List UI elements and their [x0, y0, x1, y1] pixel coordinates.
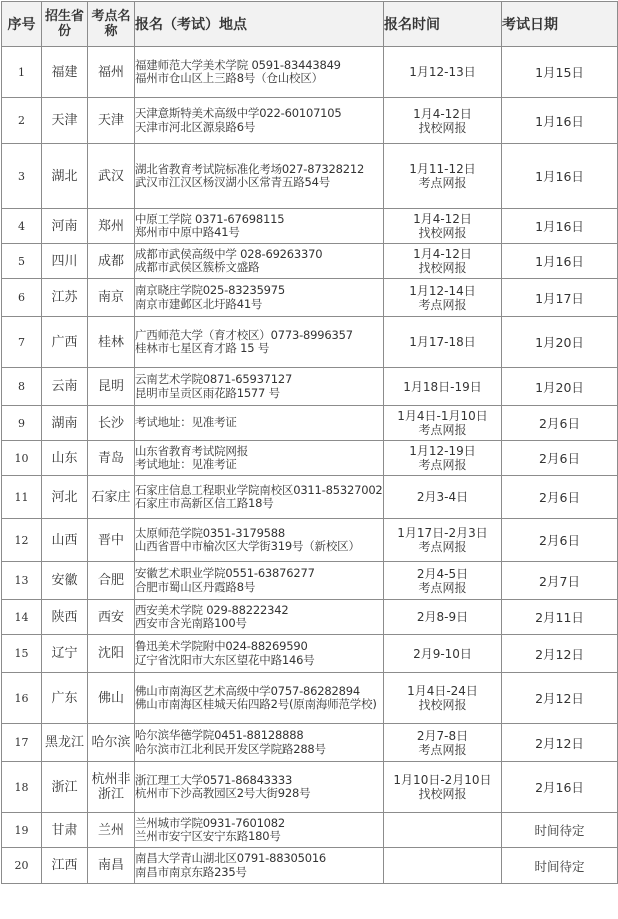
table-row: [2, 209, 618, 244]
city-cell: 长沙: [88, 406, 135, 441]
table-row: [2, 47, 618, 98]
province-cell: 河北: [42, 476, 88, 519]
exam-date-cell: 2月7日: [502, 562, 618, 600]
location-line: 成都市武侯区簇桥文盛路: [135, 260, 260, 274]
location-line: 福州市仓山区上三路8号（仓山校区）: [135, 71, 323, 85]
signup-cell: [384, 368, 502, 406]
location-cell: [135, 848, 384, 884]
row-index: 10: [2, 441, 42, 476]
signup-line: 1月12-13日: [409, 65, 476, 79]
location-line: 哈尔滨华德学院0451-88128888: [135, 728, 304, 742]
row-index: 6: [2, 279, 42, 317]
exam-date-cell: 2月6日: [502, 476, 618, 519]
signup-line: 考点网报: [418, 580, 467, 595]
signup-cell: [384, 848, 502, 884]
location-line: 武汉市江汉区杨汊湖小区常青五路54号: [135, 175, 331, 189]
signup-line: 1月4日-24日: [407, 684, 478, 698]
city-cell: 南昌: [88, 848, 135, 884]
signup-cell: [384, 635, 502, 673]
signup-line: 找校网报: [418, 120, 467, 135]
city-cell: 哈尔滨: [88, 724, 135, 762]
signup-line: 找校网报: [418, 787, 467, 801]
row-index: 8: [2, 368, 42, 406]
location-line: 天津意斯特美术高级中学022-60107105: [135, 106, 342, 120]
signup-line: 考点网报: [418, 540, 467, 554]
location-line: 西安市含光南路100号: [135, 616, 247, 630]
city-cell: 成都: [88, 244, 135, 279]
location-cell: [135, 317, 384, 368]
signup-cell: [384, 98, 502, 144]
province-cell: 河南: [42, 209, 88, 244]
signup-cell: [384, 519, 502, 562]
location-line: 桂林市七星区育才路 15 号: [135, 341, 270, 355]
location-cell: [135, 562, 384, 600]
location-line: 杭州市下沙高教园区2号大街928号: [135, 786, 311, 800]
exam-date-cell: 1月20日: [502, 317, 618, 368]
table-row: [2, 244, 618, 279]
city-cell: 南京: [88, 279, 135, 317]
exam-date-cell: 1月20日: [502, 368, 618, 406]
table-row: [2, 317, 618, 368]
city-cell: 福州: [88, 47, 135, 98]
location-line: 考试地址：见准考证: [135, 415, 237, 430]
table-row: [2, 600, 618, 635]
exam-schedule-table: [1, 1, 618, 884]
location-cell: [135, 279, 384, 317]
location-line: 郑州市中原中路41号: [135, 225, 240, 239]
city-cell: 西安: [88, 600, 135, 635]
signup-cell: [384, 673, 502, 724]
table-row: [2, 762, 618, 813]
province-cell: 安徽: [42, 562, 88, 600]
province-cell: 江西: [42, 848, 88, 884]
header-signup-time: 报名时间: [384, 2, 502, 47]
signup-cell: [384, 244, 502, 279]
signup-line: 考点网报: [418, 423, 467, 437]
location-cell: [135, 441, 384, 476]
exam-date-cell: 2月11日: [502, 600, 618, 635]
location-line: 石家庄市高新区信工路18号: [135, 496, 274, 510]
exam-date-cell: 1月17日: [502, 279, 618, 317]
row-index: 11: [2, 476, 42, 519]
location-line: 兰州城市学院0931-7601082: [135, 815, 286, 830]
signup-line: 2月3-4日: [416, 490, 469, 504]
header-row: [2, 2, 618, 47]
location-line: 云南艺术学院0871-65937127: [135, 372, 293, 386]
location-line: 山东省教育考试院网报: [135, 443, 248, 458]
location-line: 南昌大学青山湖北区0791-88305016: [135, 851, 327, 865]
location-line: 福建师范大学美术学院 0591-83443849: [135, 57, 341, 72]
table-row: [2, 673, 618, 724]
signup-cell: [384, 317, 502, 368]
location-line: 安徽艺术职业学院0551-63876277: [135, 566, 315, 580]
province-cell: 四川: [42, 244, 88, 279]
exam-date-cell: 2月12日: [502, 673, 618, 724]
location-line: 成都市武侯高级中学 028-69263370: [135, 246, 323, 261]
province-cell: 江苏: [42, 279, 88, 317]
city-cell: 杭州非浙江: [88, 762, 135, 813]
location-cell: [135, 47, 384, 98]
row-index: 5: [2, 244, 42, 279]
row-index: 4: [2, 209, 42, 244]
signup-line: 1月4-12日: [413, 212, 472, 226]
location-line: 广西师范大学（育才校区）0773-8996357: [135, 327, 353, 342]
exam-date-cell: 1月16日: [502, 98, 618, 144]
city-cell: 昆明: [88, 368, 135, 406]
location-cell: [135, 98, 384, 144]
location-line: 兰州市安宁区安宁东路180号: [135, 829, 281, 843]
province-cell: 甘肃: [42, 813, 88, 848]
signup-cell: [384, 762, 502, 813]
province-cell: 辽宁: [42, 635, 88, 673]
table-row: [2, 144, 618, 209]
row-index: 14: [2, 600, 42, 635]
location-line: 鲁迅美术学院附中024-88269590: [135, 639, 308, 653]
province-cell: 天津: [42, 98, 88, 144]
signup-line: 考点网报: [418, 297, 467, 312]
province-cell: 山东: [42, 441, 88, 476]
signup-line: 找校网报: [418, 261, 467, 275]
signup-line: 1月17-18日: [409, 335, 476, 349]
exam-date-cell: 1月16日: [502, 244, 618, 279]
location-line: 石家庄信息工程职业学院南校区0311-85327002: [135, 482, 383, 497]
location-cell: [135, 635, 384, 673]
signup-line: 2月8-9日: [416, 610, 469, 624]
location-cell: [135, 209, 384, 244]
location-line: 考试地址：见准考证: [135, 457, 237, 471]
row-index: 18: [2, 762, 42, 813]
exam-date-cell: 1月16日: [502, 209, 618, 244]
province-cell: 山西: [42, 519, 88, 562]
location-cell: [135, 673, 384, 724]
signup-line: 1月12-19日: [409, 444, 476, 458]
row-index: 7: [2, 317, 42, 368]
location-line: 西安美术学院 029-88222342: [135, 602, 289, 617]
signup-cell: [384, 476, 502, 519]
signup-line: 考点网报: [418, 458, 467, 472]
header-city: 考点名称: [88, 2, 135, 47]
exam-date-cell: 2月6日: [502, 441, 618, 476]
city-cell: 晋中: [88, 519, 135, 562]
location-cell: [135, 476, 384, 519]
exam-date-cell: 2月16日: [502, 762, 618, 813]
exam-date-cell: 时间待定: [502, 848, 618, 884]
table-row: [2, 368, 618, 406]
header-location: 报名（考试）地点: [135, 2, 384, 47]
exam-date-cell: 1月16日: [502, 144, 618, 209]
table-row: [2, 406, 618, 441]
exam-date-cell: 2月6日: [502, 406, 618, 441]
signup-cell: [384, 209, 502, 244]
city-cell: 郑州: [88, 209, 135, 244]
city-cell: 沈阳: [88, 635, 135, 673]
signup-line: 找校网报: [418, 226, 467, 240]
table-row: [2, 441, 618, 476]
table-row: [2, 562, 618, 600]
location-line: 佛山市南海区艺术高级中学0757-86282894: [135, 683, 360, 698]
location-line: 合肥市蜀山区丹霞路8号: [135, 579, 256, 594]
exam-date-cell: 时间待定: [502, 813, 618, 848]
row-index: 9: [2, 406, 42, 441]
city-cell: 石家庄: [88, 476, 135, 519]
signup-line: 2月7-8日: [416, 728, 469, 743]
province-cell: 陕西: [42, 600, 88, 635]
table-row: [2, 848, 618, 884]
signup-line: 1月10日-2月10日: [393, 773, 492, 787]
exam-date-cell: 1月15日: [502, 47, 618, 98]
table-row: [2, 724, 618, 762]
location-line: 南昌市南京东路235号: [135, 864, 247, 879]
location-line: 哈尔滨市江北利民开发区学院路288号: [135, 741, 326, 756]
location-cell: [135, 600, 384, 635]
table-row: [2, 813, 618, 848]
signup-line: 1月17日-2月3日: [397, 526, 488, 540]
table-row: [2, 279, 618, 317]
location-line: 南京市建邺区北圩路41号: [135, 296, 263, 311]
exam-date-cell: 2月12日: [502, 635, 618, 673]
province-cell: 广西: [42, 317, 88, 368]
row-index: 3: [2, 144, 42, 209]
province-cell: 广东: [42, 673, 88, 724]
province-cell: 福建: [42, 47, 88, 98]
location-line: 辽宁省沈阳市大东区望花中路146号: [135, 652, 315, 667]
city-cell: 天津: [88, 98, 135, 144]
location-cell: [135, 813, 384, 848]
location-line: 佛山市南海区桂城天佑四路2号(原南海师范学校): [135, 697, 377, 711]
city-cell: 合肥: [88, 562, 135, 600]
signup-line: 1月12-14日: [409, 283, 476, 298]
location-line: 南京晓庄学院025-83235975: [135, 283, 286, 297]
province-cell: 湖北: [42, 144, 88, 209]
table-row: [2, 635, 618, 673]
city-cell: 桂林: [88, 317, 135, 368]
header-index: 序号: [2, 2, 42, 47]
row-index: 16: [2, 673, 42, 724]
row-index: 20: [2, 848, 42, 884]
signup-cell: [384, 406, 502, 441]
signup-cell: [384, 600, 502, 635]
signup-line: 找校网报: [418, 698, 467, 712]
location-cell: [135, 406, 384, 441]
row-index: 19: [2, 813, 42, 848]
location-line: 天津市河北区源泉路6号: [135, 119, 256, 134]
location-cell: [135, 519, 384, 562]
location-line: 中原工学院 0371-67698115: [135, 211, 285, 226]
location-cell: [135, 244, 384, 279]
exam-date-cell: 2月6日: [502, 519, 618, 562]
row-index: 12: [2, 519, 42, 562]
signup-line: 1月4日-1月10日: [397, 409, 488, 423]
table-row: [2, 519, 618, 562]
location-line: 山西省晋中市榆次区大学街319号（新校区）: [135, 539, 360, 553]
city-cell: 青岛: [88, 441, 135, 476]
location-cell: [135, 762, 384, 813]
location-line: 浙江理工大学0571-86843333: [135, 772, 293, 787]
city-cell: 兰州: [88, 813, 135, 848]
signup-cell: [384, 47, 502, 98]
location-cell: [135, 144, 384, 209]
table-row: [2, 476, 618, 519]
row-index: 15: [2, 635, 42, 673]
header-exam-date: 考试日期: [502, 2, 618, 47]
signup-line: 考点网报: [418, 176, 467, 190]
signup-line: 1月4-12日: [413, 106, 472, 121]
header-province: 招生省份: [42, 2, 88, 47]
location-line: 昆明市呈贡区雨花路1577 号: [135, 385, 280, 400]
signup-cell: [384, 144, 502, 209]
location-line: 太原师范学院0351-3179588: [135, 525, 286, 540]
signup-cell: [384, 441, 502, 476]
province-cell: 云南: [42, 368, 88, 406]
location-cell: [135, 368, 384, 406]
row-index: 2: [2, 98, 42, 144]
city-cell: 武汉: [88, 144, 135, 209]
row-index: 17: [2, 724, 42, 762]
signup-line: 2月9-10日: [413, 646, 472, 661]
row-index: 1: [2, 47, 42, 98]
province-cell: 浙江: [42, 762, 88, 813]
signup-cell: [384, 279, 502, 317]
signup-cell: [384, 813, 502, 848]
table-body: [2, 47, 618, 884]
signup-line: 2月4-5日: [416, 566, 469, 581]
row-index: 13: [2, 562, 42, 600]
location-cell: [135, 724, 384, 762]
exam-date-cell: 2月12日: [502, 724, 618, 762]
signup-line: 1月4-12日: [413, 247, 472, 261]
signup-cell: [384, 724, 502, 762]
city-cell: 佛山: [88, 673, 135, 724]
table-row: [2, 98, 618, 144]
signup-line: 1月18日-19日: [403, 379, 482, 394]
signup-line: 1月11-12日: [409, 162, 476, 176]
province-cell: 湖南: [42, 406, 88, 441]
signup-line: 考点网报: [418, 742, 467, 757]
signup-cell: [384, 562, 502, 600]
location-line: 湖北省教育考试院标准化考场027-87328212: [135, 161, 365, 176]
province-cell: 黑龙江: [42, 724, 88, 762]
